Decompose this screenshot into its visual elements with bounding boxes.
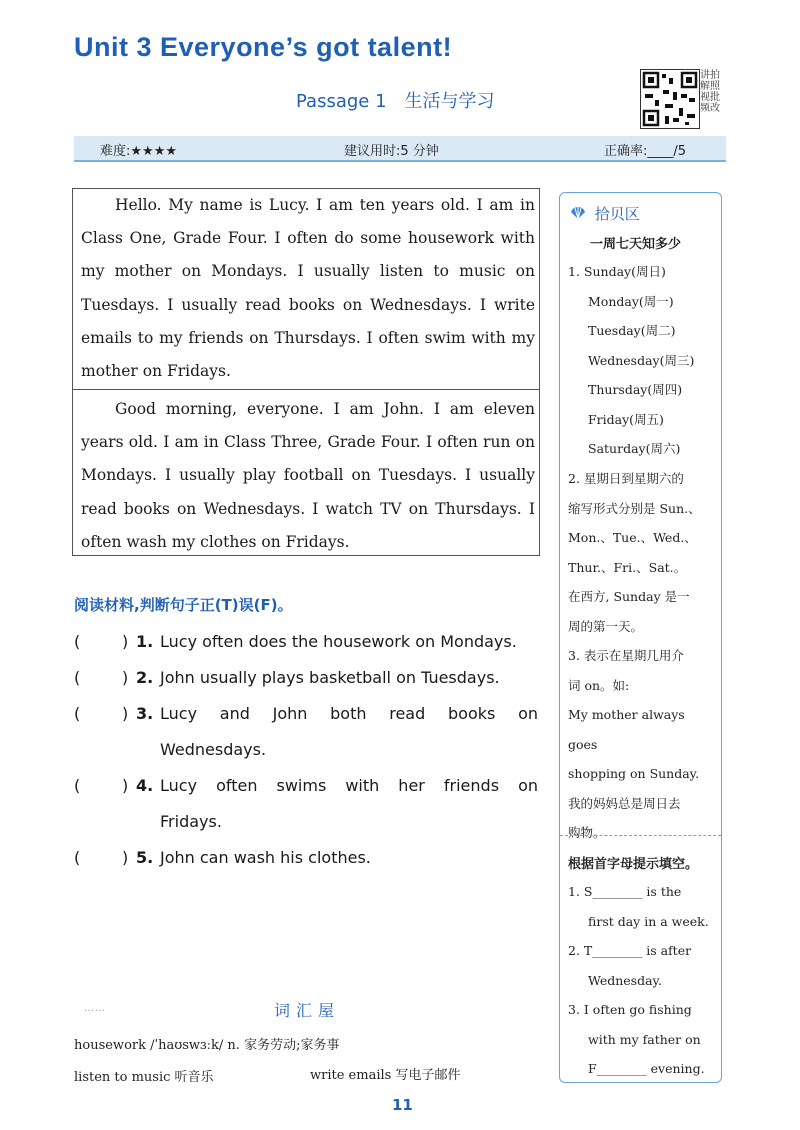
answer-blank-4[interactable]: ) — [122, 776, 129, 795]
question-text: John can wash his clothes. — [160, 848, 371, 867]
accuracy-rate: 正确率:____/5 — [604, 144, 687, 159]
answer-blank-2[interactable]: ) — [122, 668, 129, 687]
passage-title — [296, 87, 495, 113]
fill-in-title: 根据首字母提示填空。 — [568, 857, 699, 872]
vocab-entry-listen: listen to music 听音乐 — [74, 1070, 214, 1085]
qr-code-icon[interactable] — [640, 69, 700, 129]
task-instruction: 阅读材料,判断句子正(T)误(F)。 — [74, 596, 293, 614]
info-bar — [74, 136, 726, 162]
question-text: Lucy often swims with her friends on — [160, 776, 538, 795]
sidebar-subtitle: 一周七天知多少 — [590, 237, 682, 252]
sidebar-title: 拾贝区 — [570, 203, 640, 224]
preposition-note: 3. 表示在星期几用介 词 on。如: My mother always goes shopping on Sunday. 我的妈妈总是周日去 购物。 — [568, 648, 700, 840]
shell-icon — [570, 205, 591, 223]
reading-paragraph-john: Good morning, everyone. I am John. I am eleven years old. I am in Class Three, Grade Four. I often run on Mondays. I usually play football on Tuesdays. I usually read books on Wednesdays. I watch TV on Thursdays. I often wash my clothes on Fridays. — [81, 400, 535, 551]
weekday-list: 1. Sunday(周日) Monday(周一) Tuesday(周二) Wednesday(周三) Thursday(周四) Friday(周五) Saturday(周六) — [568, 264, 695, 456]
question-text: Lucy and John both read books on — [160, 704, 538, 723]
qr-label: 讲拍解照视批频改 — [700, 70, 720, 114]
passage-topic: 生活与学习 — [404, 91, 495, 112]
vocab-decoration: …… — [84, 1003, 106, 1014]
sidebar-tips — [559, 192, 722, 1083]
question-text: Lucy often does the housework on Mondays. — [160, 632, 517, 651]
question-text-cont: Fridays. — [160, 812, 222, 831]
answer-blank-1[interactable]: ) — [122, 632, 129, 651]
answer-blank-3[interactable]: ) — [122, 704, 129, 723]
answer-blank-5[interactable]: ) — [122, 848, 129, 867]
question-text: John usually plays basketball on Tuesdays. — [160, 668, 500, 687]
suggested-time: 建议用时:5 分钟 — [344, 144, 439, 159]
abbreviation-note: 2. 星期日到星期六的 缩写形式分别是 Sun.、 Mon.、Tue.、Wed.、 Thur.、Fri.、Sat.。 在西方, Sunday 是一 周的第一天。 — [568, 471, 701, 634]
vocab-entry-housework: housework /ˈhaʊswɜːk/ n. 家务劳动;家务事 — [74, 1038, 340, 1053]
sidebar-divider — [560, 835, 721, 836]
fill-in-exercise: 1. S________ is the first day in a week. 2. T________ is after Wednesday. 3. I often go fishing with my father on F________ evening. — [568, 884, 709, 1076]
unit-title: Unit 3 Everyone’s got talent! — [74, 32, 453, 62]
reading-passage-box — [72, 188, 540, 556]
question-text-cont: Wednesdays. — [160, 740, 267, 759]
difficulty-rating: 难度:★★★★ — [100, 144, 177, 159]
vocab-title: 词汇屋 — [274, 1001, 341, 1020]
page-number: 11 — [392, 1096, 413, 1114]
reading-paragraph-lucy: Hello. My name is Lucy. I am ten years old. I am in Class One, Grade Four. I often do some housework with my mother on Mondays. I usually listen to music on Tuesdays. I usually read books on Wednesdays. I write emails to my friends on Thursdays. I often swim with my mother on Fridays. — [81, 196, 535, 381]
vocab-entry-emails: write emails 写电子邮件 — [310, 1068, 461, 1083]
paragraph-divider — [73, 389, 539, 390]
passage-label: Passage 1 — [296, 91, 387, 112]
